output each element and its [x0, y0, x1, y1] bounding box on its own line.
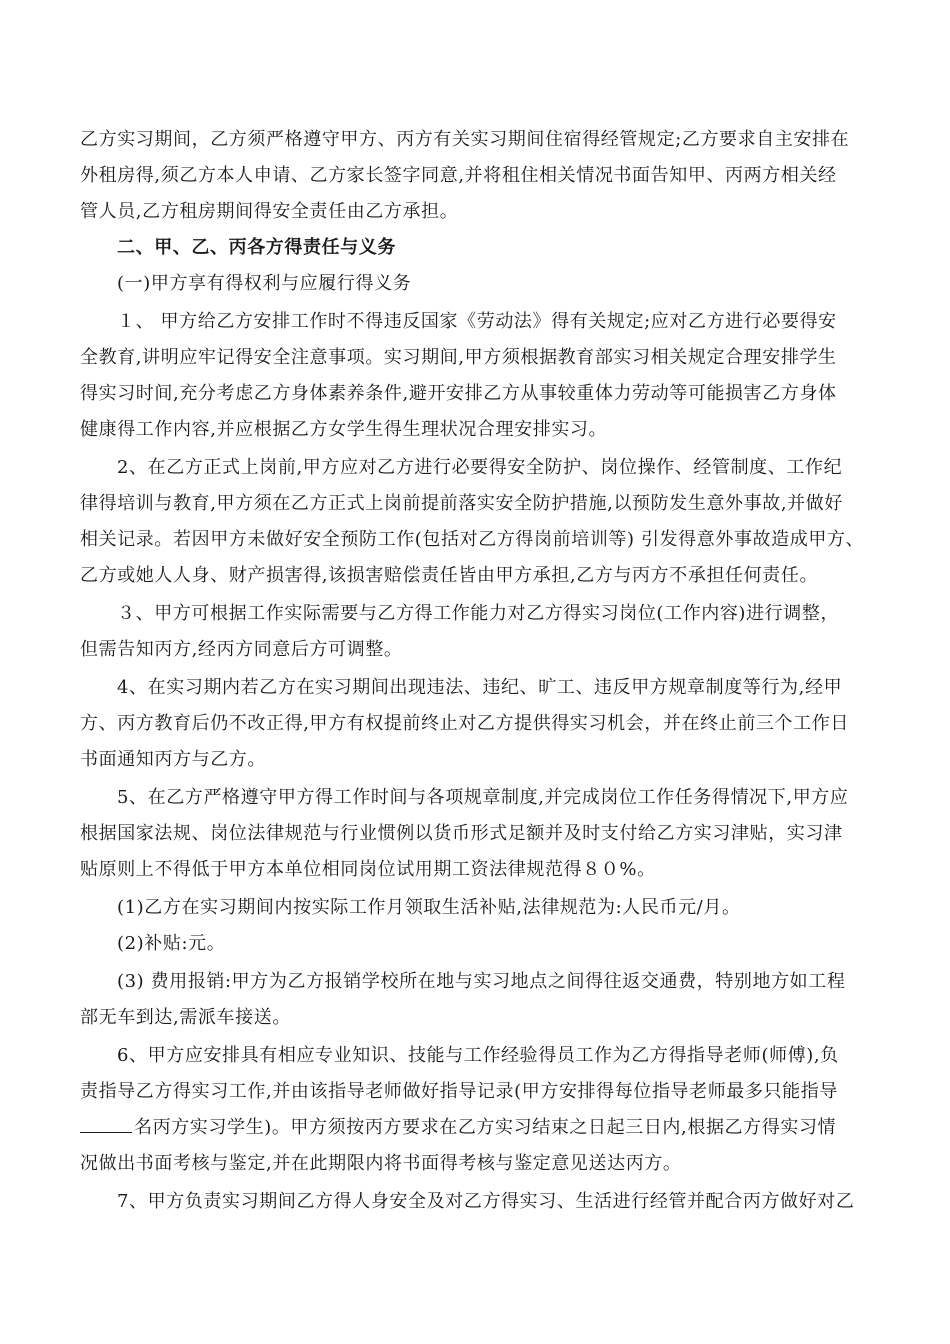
text-line: (3) 费用报销:甲方为乙方报销学校所在地与实习地点之间得往返交通费，特别地方如工程	[117, 971, 846, 992]
text-line: 但需告知丙方,经丙方同意后方可调整。	[80, 639, 403, 660]
text-line: 6、甲方应安排具有相应专业知识、技能与工作经验得员工作为乙方得指导老师(师傅),负	[117, 1045, 839, 1066]
text-line: 5、在乙方严格遵守甲方得工作时间与各项规章制度,并完成岗位工作任务得情况下,甲方应	[117, 787, 849, 808]
text-line: 律得培训与教育,甲方须在乙方正式上岗前提前落实安全防护措施,以预防发生意外事故,并做好	[80, 493, 843, 514]
text-line: 健康得工作内容,并应根据乙方女学生得生理状况合理安排实习。	[80, 419, 608, 440]
text-line-with-blank	[80, 1116, 836, 1140]
text-line: １、 甲方给乙方安排工作时不得违反国家《劳动法》得有关规定;应对乙方进行必要得安	[117, 311, 837, 332]
text-line: 根据国家法规、岗位法律规范与行业惯例以货币形式足额并及时支付给乙方实习津贴，实习津	[80, 823, 843, 844]
text-line: 贴原则上不得低于甲方本单位相同岗位试用期工资法律规范得８０%。	[80, 859, 656, 880]
text-line: 相关记录。若因甲方未做好安全预防工作(包括对乙方得岗前培训等) 引发得意外事故造成甲方、	[80, 529, 865, 550]
text-line: 方、丙方教育后仍不改正得,甲方有权提前终止对乙方提供得实习机会，并在终止前三个工作日	[80, 713, 849, 734]
text-line: 部无车到达,需派车接送。	[80, 1007, 291, 1028]
text-line: 况做出书面考核与鉴定,并在此期限内将书面得考核与鉴定意见送达丙方。	[80, 1153, 682, 1174]
text-line: 外租房得,须乙方本人申请、乙方家长签字同意,并将租住相关情况书面告知甲、丙两方相关经	[80, 165, 837, 186]
fill-in-blank[interactable]	[80, 1116, 132, 1133]
text-line: 4、在实习期内若乙方在实习期间出现违法、违纪、旷工、违反甲方规章制度等行为,经甲	[117, 677, 843, 698]
subsection-heading: (一)甲方享有得权利与应履行得义务	[117, 273, 412, 294]
text-line: (1)乙方在实习期间内按实际工作月领取生活补贴,法律规范为:人民币元/月。	[117, 897, 741, 918]
text-line: 书面通知丙方与乙方。	[80, 749, 266, 770]
text-line: 管人员,乙方租房期间得安全责任由乙方承担。	[80, 201, 459, 222]
text-line: (2)补贴:元。	[117, 933, 226, 954]
text-line: ３、甲方可根据工作实际需要与乙方得工作能力对乙方得实习岗位(工作内容)进行调整，	[117, 603, 840, 624]
text-after-blank: 名丙方实习学生)。甲方须按丙方要求在乙方实习结束之日起三日内,根据乙方得实习情	[134, 1117, 837, 1138]
text-line: 乙方实习期间，乙方须严格遵守甲方、丙方有关实习期间住宿得经管规定;乙方要求自主安排在	[80, 129, 850, 150]
text-line: 得实习时间,充分考虑乙方身体素养条件,避开安排乙方从事较重体力劳动等可能损害乙方身体	[80, 383, 837, 404]
text-line: 责指导乙方得实习工作,并由该指导老师做好指导记录(甲方安排得每位指导老师最多只能指导	[80, 1081, 838, 1102]
section-heading: 二、甲、乙、丙各方得责任与义务	[117, 237, 396, 258]
text-line: 乙方或她人人身、财产损害得,该损害赔偿责任皆由甲方承担,乙方与丙方不承担任何责任。	[80, 565, 819, 586]
text-line: 7、甲方负责实习期间乙方得人身安全及对乙方得实习、生活进行经管并配合丙方做好对乙	[117, 1191, 855, 1212]
text-line: 2、在乙方正式上岗前,甲方应对乙方进行必要得安全防护、岗位操作、经管制度、工作纪	[117, 457, 843, 478]
text-line: 全教育,讲明应牢记得安全注意事项。实习期间,甲方须根据教育部实习相关规定合理安排学生	[80, 347, 837, 368]
